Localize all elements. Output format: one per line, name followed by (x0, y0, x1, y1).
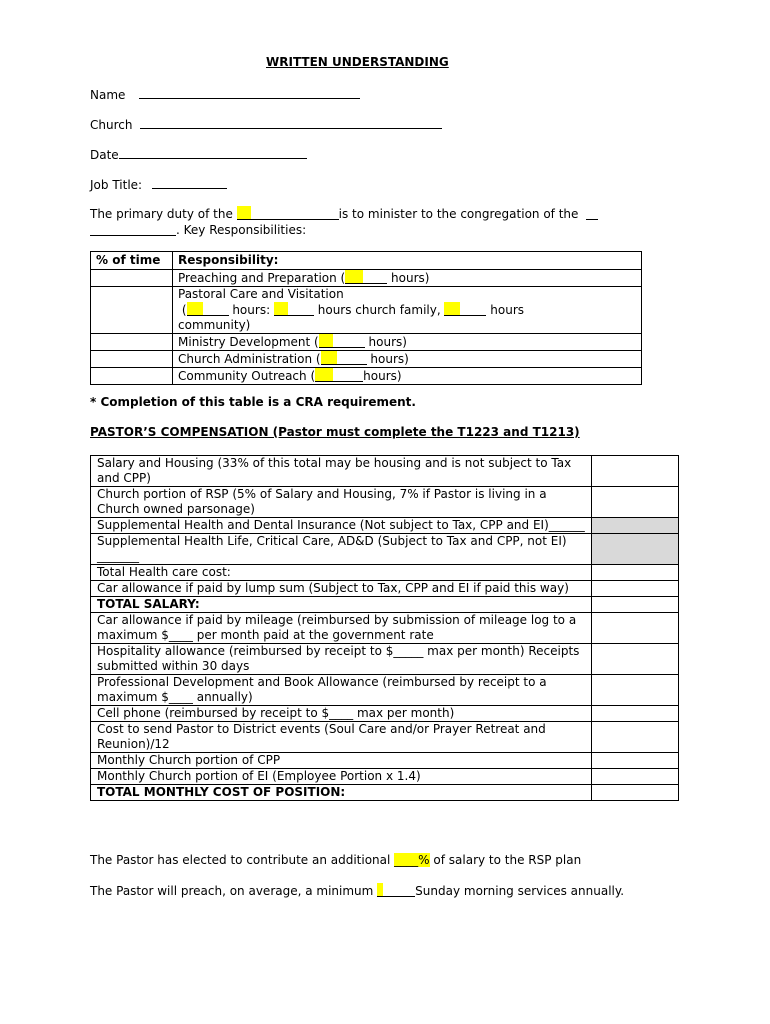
pct-cell[interactable] (91, 270, 173, 287)
name-field[interactable] (139, 86, 360, 99)
compensation-row (91, 769, 679, 785)
compensation-row (91, 675, 679, 706)
pastoral-care-label: Pastoral Care and Visitation (178, 287, 344, 301)
pct-cell[interactable] (91, 334, 173, 351)
community-label: community) (178, 318, 251, 332)
preach-text-1: The Pastor will preach, on average, a minimum (90, 884, 378, 898)
duty-text-2: is to minister to the congregation of the (338, 207, 583, 221)
responsibility-header: Responsibility: (173, 252, 642, 270)
compensation-item-label: TOTAL SALARY: (91, 597, 592, 613)
compensation-amount-cell[interactable] (592, 785, 679, 801)
church-row (90, 116, 442, 132)
rsp-percent-blank[interactable]: ____% (394, 853, 430, 867)
hours-blank[interactable] (337, 351, 367, 365)
hours-blank[interactable] (187, 302, 203, 316)
preaching-line (90, 883, 624, 898)
compensation-row (91, 534, 679, 565)
church-label: Church (90, 118, 133, 132)
hours-blank[interactable] (315, 368, 333, 382)
rsp-text-1: The Pastor has elected to contribute an additional (90, 853, 395, 867)
compensation-item-label: Monthly Church portion of CPP (91, 753, 592, 769)
date-label: Date (90, 148, 119, 162)
compensation-item-label: Cost to send Pastor to District events (Soul Care and/or Prayer Retreat and Reunion)/12 (91, 722, 592, 753)
responsibility-row: Ministry Development ( hours) (91, 334, 642, 351)
compensation-amount-cell (592, 534, 679, 565)
compensation-amount-cell[interactable] (592, 706, 679, 722)
compensation-item-label: Hospitality allowance (reimbursed by receipt to $_____ max per month) Receipts submitted within 30 days (91, 644, 592, 675)
job-title-label: Job Title: (90, 178, 143, 192)
name-row (90, 86, 360, 102)
pct-cell[interactable] (91, 351, 173, 368)
job-title-field[interactable] (152, 176, 227, 189)
duty-blank-highlight[interactable] (237, 206, 251, 220)
compensation-row (91, 487, 679, 518)
compensation-title: PASTOR’S COMPENSATION (Pastor must complete the T1223 and T1213) (90, 425, 580, 439)
preach-text-2: Sunday morning services annually. (415, 884, 625, 898)
hours-blank[interactable] (319, 334, 333, 348)
job-title-row (90, 176, 227, 192)
hours-blank[interactable] (363, 270, 387, 284)
compensation-item-label: Church portion of RSP (5% of Salary and Housing, 7% if Pastor is living in a Church owned parsonage) (91, 487, 592, 518)
pct-cell[interactable] (91, 287, 173, 334)
responsibility-row: Pastoral Care and Visitation ( hours: hours church family, hours community) (91, 287, 642, 334)
compensation-item-label: TOTAL MONTHLY COST OF POSITION: (91, 785, 592, 801)
hours-blank[interactable] (288, 302, 314, 316)
compensation-item-label: Monthly Church portion of EI (Employee Portion x 1.4) (91, 769, 592, 785)
responsibility-row: Community Outreach ( hours) (91, 368, 642, 385)
pct-time-header: % of time (91, 252, 173, 270)
congregation-blank-a[interactable] (586, 206, 598, 220)
compensation-amount-cell[interactable] (592, 613, 679, 644)
compensation-amount-cell[interactable] (592, 722, 679, 753)
hours-blank[interactable] (274, 302, 288, 316)
compensation-row (91, 644, 679, 675)
compensation-amount-cell[interactable] (592, 456, 679, 487)
cra-note: * Completion of this table is a CRA requirement. (90, 395, 416, 409)
hours-blank[interactable] (345, 270, 363, 284)
document-title: WRITTEN UNDERSTANDING (266, 55, 449, 69)
primary-duty-paragraph (90, 206, 650, 238)
pct-cell[interactable] (91, 368, 173, 385)
compensation-row (91, 597, 679, 613)
name-label: Name (90, 88, 126, 102)
compensation-row (91, 581, 679, 597)
congregation-blank-b[interactable] (90, 222, 176, 236)
compensation-amount-cell[interactable] (592, 597, 679, 613)
duty-text-1: The primary duty of the (90, 207, 237, 221)
compensation-row (91, 785, 679, 801)
date-row (90, 146, 307, 162)
compensation-amount-cell[interactable] (592, 565, 679, 581)
compensation-row (91, 722, 679, 753)
compensation-row (91, 613, 679, 644)
compensation-item-label: Salary and Housing (33% of this total may be housing and is not subject to Tax and CPP) (91, 456, 592, 487)
compensation-item-label: Professional Development and Book Allowance (reimbursed by receipt to a maximum $____ annually) (91, 675, 592, 706)
compensation-item-label: Supplemental Health and Dental Insurance (Not subject to Tax, CPP and EI)______ (91, 518, 592, 534)
compensation-item-label: Cell phone (reimbursed by receipt to $____ max per month) (91, 706, 592, 722)
rsp-text-2: of salary to the RSP plan (429, 853, 582, 867)
hours-blank[interactable] (203, 302, 229, 316)
responsibilities-table (90, 251, 642, 385)
responsibility-row: Church Administration ( hours) (91, 351, 642, 368)
compensation-amount-cell[interactable] (592, 581, 679, 597)
hours-blank[interactable] (460, 302, 486, 316)
compensation-amount-cell[interactable] (592, 675, 679, 706)
compensation-row (91, 518, 679, 534)
responsibility-row: Preaching and Preparation ( hours) (91, 270, 642, 287)
compensation-row (91, 456, 679, 487)
hours-blank[interactable] (333, 334, 365, 348)
rsp-contribution-line (90, 853, 581, 867)
hours-blank[interactable] (444, 302, 460, 316)
duty-blank[interactable] (251, 206, 339, 220)
compensation-amount-cell[interactable] (592, 769, 679, 785)
compensation-amount-cell (592, 518, 679, 534)
hours-blank[interactable] (333, 368, 363, 382)
compensation-amount-cell[interactable] (592, 487, 679, 518)
compensation-table (90, 455, 679, 801)
date-field[interactable] (119, 146, 307, 159)
duty-text-3: . Key Responsibilities: (176, 223, 307, 237)
hours-blank[interactable] (321, 351, 337, 365)
compensation-amount-cell[interactable] (592, 644, 679, 675)
services-blank[interactable] (383, 883, 415, 897)
church-field[interactable] (140, 116, 442, 129)
compensation-amount-cell[interactable] (592, 753, 679, 769)
compensation-row (91, 706, 679, 722)
compensation-row (91, 753, 679, 769)
compensation-item-label: Supplemental Health Life, Critical Care, AD&D (Subject to Tax and CPP, not EI) _______ (91, 534, 592, 565)
compensation-item-label: Total Health care cost: (91, 565, 592, 581)
compensation-item-label: Car allowance if paid by mileage (reimbursed by submission of mileage log to a maximum $____ per month paid at the government rate (91, 613, 592, 644)
compensation-row (91, 565, 679, 581)
compensation-item-label: Car allowance if paid by lump sum (Subject to Tax, CPP and EI if paid this way) (91, 581, 592, 597)
